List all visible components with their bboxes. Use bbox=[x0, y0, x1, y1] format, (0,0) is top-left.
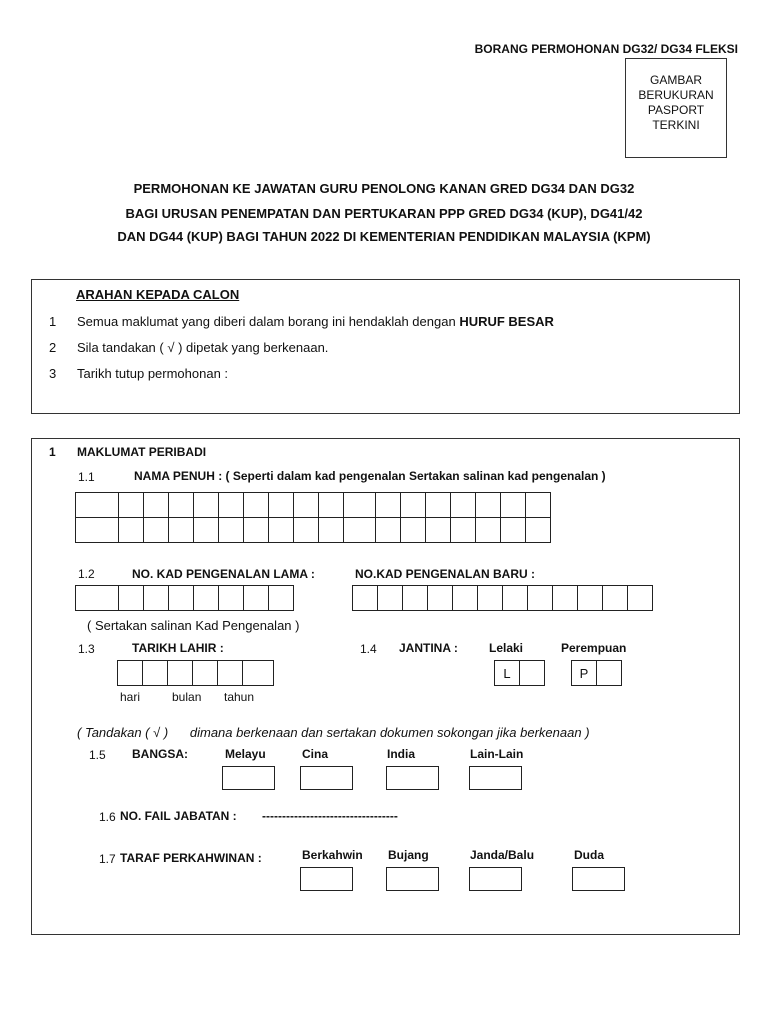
ic-old-grid bbox=[76, 586, 294, 611]
ic-old-cell[interactable] bbox=[193, 585, 219, 611]
nama-cell[interactable] bbox=[400, 492, 426, 518]
marital-bujang-checkbox[interactable] bbox=[386, 867, 439, 891]
instruction-1-number: 1 bbox=[49, 314, 57, 329]
gender-male-code: L bbox=[494, 660, 520, 686]
dob-month-label: bulan bbox=[172, 690, 202, 704]
race-option-cina: Cina bbox=[302, 747, 329, 761]
dob-month-cell[interactable] bbox=[167, 660, 193, 686]
nama-cell[interactable] bbox=[425, 492, 451, 518]
nama-cell[interactable] bbox=[143, 517, 169, 543]
instruction-3-text: Tarikh tutup permohonan : bbox=[77, 366, 229, 381]
gender-female-boxes bbox=[572, 661, 622, 686]
ic-new-cell[interactable] bbox=[477, 585, 503, 611]
nama-cell[interactable] bbox=[375, 517, 401, 543]
nama-cell[interactable] bbox=[293, 517, 319, 543]
nama-cell[interactable] bbox=[343, 492, 376, 518]
ic-new-label: NO.KAD PENGENALAN BARU : bbox=[355, 567, 535, 581]
nama-cell[interactable] bbox=[425, 517, 451, 543]
ic-old-cell[interactable] bbox=[218, 585, 244, 611]
marital-option-berkahwin: Berkahwin bbox=[302, 848, 363, 862]
nama-cell[interactable] bbox=[75, 517, 119, 543]
nama-cell[interactable] bbox=[500, 517, 526, 543]
dob-grid bbox=[118, 661, 274, 686]
marital-option-bujang: Bujang bbox=[388, 848, 429, 862]
ic-new-grid bbox=[353, 586, 653, 611]
dob-day-cell[interactable] bbox=[117, 660, 143, 686]
nama-cell[interactable] bbox=[118, 492, 144, 518]
passport-photo-box bbox=[625, 58, 727, 158]
ic-old-cell[interactable] bbox=[268, 585, 294, 611]
nama-cell[interactable] bbox=[75, 492, 119, 518]
nama-label: NAMA PENUH : ( Seperti dalam kad pengenalan Sertakan salinan kad pengenalan ) bbox=[134, 469, 606, 483]
nama-cell[interactable] bbox=[375, 492, 401, 518]
race-label: BANGSA: bbox=[132, 747, 188, 761]
ic-new-cell[interactable] bbox=[352, 585, 378, 611]
gender-label: JANTINA : bbox=[399, 641, 458, 655]
ic-old-label: NO. KAD PENGENALAN LAMA : bbox=[132, 567, 315, 581]
nama-cell[interactable] bbox=[243, 517, 269, 543]
nama-cell[interactable] bbox=[243, 492, 269, 518]
dob-number: 1.3 bbox=[78, 642, 95, 656]
nama-cell[interactable] bbox=[450, 492, 476, 518]
ic-new-cell[interactable] bbox=[552, 585, 578, 611]
marital-number: 1.7 bbox=[99, 852, 116, 866]
photo-label-4: TERKINI bbox=[652, 118, 700, 132]
ic-new-cell[interactable] bbox=[377, 585, 403, 611]
ic-new-cell[interactable] bbox=[627, 585, 653, 611]
nama-cell[interactable] bbox=[218, 492, 244, 518]
ic-new-cell[interactable] bbox=[502, 585, 528, 611]
marital-duda-checkbox[interactable] bbox=[572, 867, 625, 891]
marital-berkahwin-checkbox[interactable] bbox=[300, 867, 353, 891]
gender-female-label: Perempuan bbox=[561, 641, 627, 655]
nama-cell[interactable] bbox=[268, 492, 294, 518]
nama-grid bbox=[76, 493, 551, 543]
nama-cell[interactable] bbox=[475, 517, 501, 543]
ic-new-cell[interactable] bbox=[577, 585, 603, 611]
title-line-3: DAN DG44 (KUP) BAGI TAHUN 2022 DI KEMENTERIAN PENDIDIKAN MALAYSIA (KPM) bbox=[117, 229, 651, 244]
race-cina-checkbox[interactable] bbox=[300, 766, 353, 790]
instruction-2-number: 2 bbox=[49, 340, 57, 355]
ic-new-cell[interactable] bbox=[427, 585, 453, 611]
nama-row-2 bbox=[76, 518, 551, 543]
nama-cell[interactable] bbox=[475, 492, 501, 518]
nama-cell[interactable] bbox=[343, 517, 376, 543]
file-number: 1.6 bbox=[99, 810, 116, 824]
marital-option-duda: Duda bbox=[574, 848, 604, 862]
race-lain-checkbox[interactable] bbox=[469, 766, 522, 790]
nama-cell[interactable] bbox=[143, 492, 169, 518]
marital-label: TARAF PERKAHWINAN : bbox=[120, 851, 262, 865]
ic-number: 1.2 bbox=[78, 567, 95, 581]
race-melayu-checkbox[interactable] bbox=[222, 766, 275, 790]
photo-label-2: BERUKURAN bbox=[638, 88, 714, 102]
dob-year-cell[interactable] bbox=[217, 660, 243, 686]
marital-option-janda: Janda/Balu bbox=[470, 848, 535, 862]
photo-label-1: GAMBAR bbox=[649, 73, 702, 87]
dob-year-label: tahun bbox=[224, 690, 255, 704]
nama-cell[interactable] bbox=[218, 517, 244, 543]
dob-day-label: hari bbox=[120, 690, 141, 704]
file-dashes: ---------------------------------- bbox=[262, 809, 398, 823]
nama-cell[interactable] bbox=[450, 517, 476, 543]
race-option-india: India bbox=[387, 747, 416, 761]
nama-cell[interactable] bbox=[168, 517, 194, 543]
ic-note: ( Sertakan salinan Kad Pengenalan ) bbox=[87, 618, 300, 633]
gender-male-checkbox[interactable] bbox=[519, 660, 545, 686]
ic-old-cell[interactable] bbox=[118, 585, 144, 611]
nama-cell[interactable] bbox=[193, 492, 219, 518]
nama-cell[interactable] bbox=[268, 517, 294, 543]
dob-year-cell[interactable] bbox=[242, 660, 274, 686]
marital-janda-checkbox[interactable] bbox=[469, 867, 522, 891]
gender-number: 1.4 bbox=[360, 642, 377, 656]
dob-month-cell[interactable] bbox=[192, 660, 218, 686]
form-code: BORANG PERMOHONAN DG32/ DG34 FLEKSI bbox=[474, 42, 738, 56]
dob-label: TARIKH LAHIR : bbox=[132, 641, 224, 655]
section-1-number: 1 bbox=[49, 445, 56, 459]
race-number: 1.5 bbox=[89, 748, 106, 762]
instruction-2-text: Sila tandakan ( √ ) dipetak yang berkenaan. bbox=[77, 340, 329, 355]
nama-cell[interactable] bbox=[500, 492, 526, 518]
ic-new-cell[interactable] bbox=[602, 585, 628, 611]
dob-day-cell[interactable] bbox=[142, 660, 168, 686]
title-line-1: PERMOHONAN KE JAWATAN GURU PENOLONG KANAN GRED DG34 DAN DG32 bbox=[133, 181, 635, 196]
ic-old-cell[interactable] bbox=[168, 585, 194, 611]
race-india-checkbox[interactable] bbox=[386, 766, 439, 790]
instructions-heading: ARAHAN KEPADA CALON bbox=[76, 287, 240, 302]
race-option-melayu: Melayu bbox=[225, 747, 266, 761]
ic-new-cell[interactable] bbox=[452, 585, 478, 611]
nama-cell[interactable] bbox=[193, 517, 219, 543]
gender-male-label: Lelaki bbox=[489, 641, 524, 655]
photo-label-3: PASPORT bbox=[647, 103, 705, 117]
tick-note: ( Tandakan ( √ ) dimana berkenaan dan sertakan dokumen sokongan jika berkenaan ) bbox=[77, 725, 590, 740]
ic-old-cell[interactable] bbox=[243, 585, 269, 611]
ic-old-cell[interactable] bbox=[75, 585, 119, 611]
nama-cell[interactable] bbox=[318, 517, 344, 543]
race-option-lain: Lain-Lain bbox=[470, 747, 524, 761]
instruction-1 bbox=[77, 314, 554, 329]
section-1-title: MAKLUMAT PERIBADI bbox=[77, 445, 207, 459]
ic-new-cell[interactable] bbox=[527, 585, 553, 611]
instruction-1-text: Semua maklumat yang diberi dalam borang ini hendaklah dengan bbox=[77, 314, 460, 329]
nama-cell[interactable] bbox=[293, 492, 319, 518]
nama-row-1 bbox=[76, 493, 551, 518]
gender-male-boxes bbox=[495, 661, 545, 686]
nama-cell[interactable] bbox=[318, 492, 344, 518]
gender-female-checkbox[interactable] bbox=[596, 660, 622, 686]
nama-cell[interactable] bbox=[118, 517, 144, 543]
instruction-3-number: 3 bbox=[49, 366, 57, 381]
file-label: NO. FAIL JABATAN : bbox=[120, 809, 237, 823]
nama-cell[interactable] bbox=[525, 492, 551, 518]
instruction-1-bold: HURUF BESAR bbox=[459, 314, 554, 329]
ic-new-cell[interactable] bbox=[402, 585, 428, 611]
gender-female-code: P bbox=[571, 660, 597, 686]
nama-cell[interactable] bbox=[168, 492, 194, 518]
nama-cell[interactable] bbox=[400, 517, 426, 543]
title-line-2: BAGI URUSAN PENEMPATAN DAN PERTUKARAN PPP GRED DG34 (KUP), DG41/42 bbox=[125, 206, 643, 221]
nama-number: 1.1 bbox=[78, 470, 95, 484]
nama-cell[interactable] bbox=[525, 517, 551, 543]
ic-old-cell[interactable] bbox=[143, 585, 169, 611]
